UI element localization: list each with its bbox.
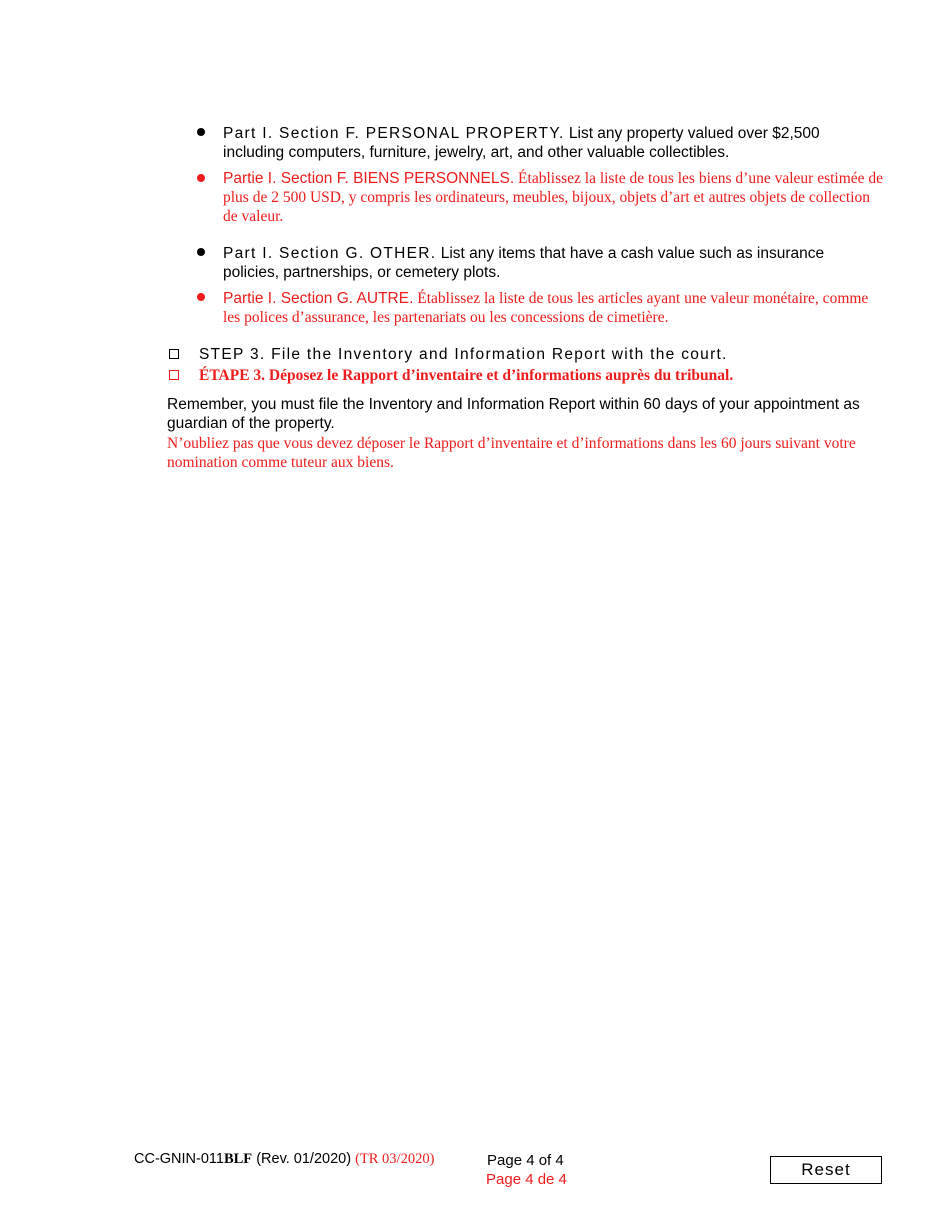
page-number-en: Page 4 of 4: [487, 1152, 564, 1169]
step3-fr: ÉTAPE 3. Déposez le Rapport d’inventaire et d’informations auprès du tribunal.: [199, 367, 734, 384]
bullet-icon: [197, 293, 205, 301]
bullet-personal-property-fr: Partie I. Section F. BIENS PERSONNELS. Établissez la liste de tous les biens d’une valeur estimée de plus de 2 500 USD, y compris les ordinateurs, meubles, bijoux, objets d’art et autres objets de collection de valeur.: [223, 170, 884, 225]
form-id: CC-GNIN-011BLF (Rev. 01/2020) (TR 03/2020): [134, 1151, 435, 1167]
page-number-fr: Page 4 de 4: [486, 1171, 567, 1188]
bullet-icon: [197, 128, 205, 136]
bullet-icon: [197, 174, 205, 182]
bullet-icon: [197, 248, 205, 256]
reset-button[interactable]: Reset: [770, 1156, 882, 1184]
step3-checkbox[interactable]: [169, 349, 179, 359]
step3-en: STEP 3. File the Inventory and Information Report with the court.: [199, 346, 728, 363]
reminder-fr: N’oubliez pas que vous devez déposer le Rapport d’inventaire et d’informations dans les 60 jours suivant votre nomination comme tuteur aux biens.: [167, 435, 856, 471]
bullet-other-en: Part I. Section G. OTHER. List any items that have a cash value such as insurance policies, partnerships, or cemetery plots.: [223, 245, 825, 281]
bullet-other-fr: Partie I. Section G. AUTRE. Établissez la liste de tous les articles ayant une valeur monétaire, comme les polices d’assurance, les partenariats ou les concessions de cimetière.: [223, 290, 869, 326]
step3-checkbox-fr: [169, 370, 179, 380]
bullet-personal-property-en: Part I. Section F. PERSONAL PROPERTY. List any property valued over $2,500 including computers, furniture, jewelry, art, and other valuable collectibles.: [223, 125, 820, 161]
reminder-en: Remember, you must file the Inventory and Information Report within 60 days of your appointment as guardian of the property.: [167, 396, 860, 432]
